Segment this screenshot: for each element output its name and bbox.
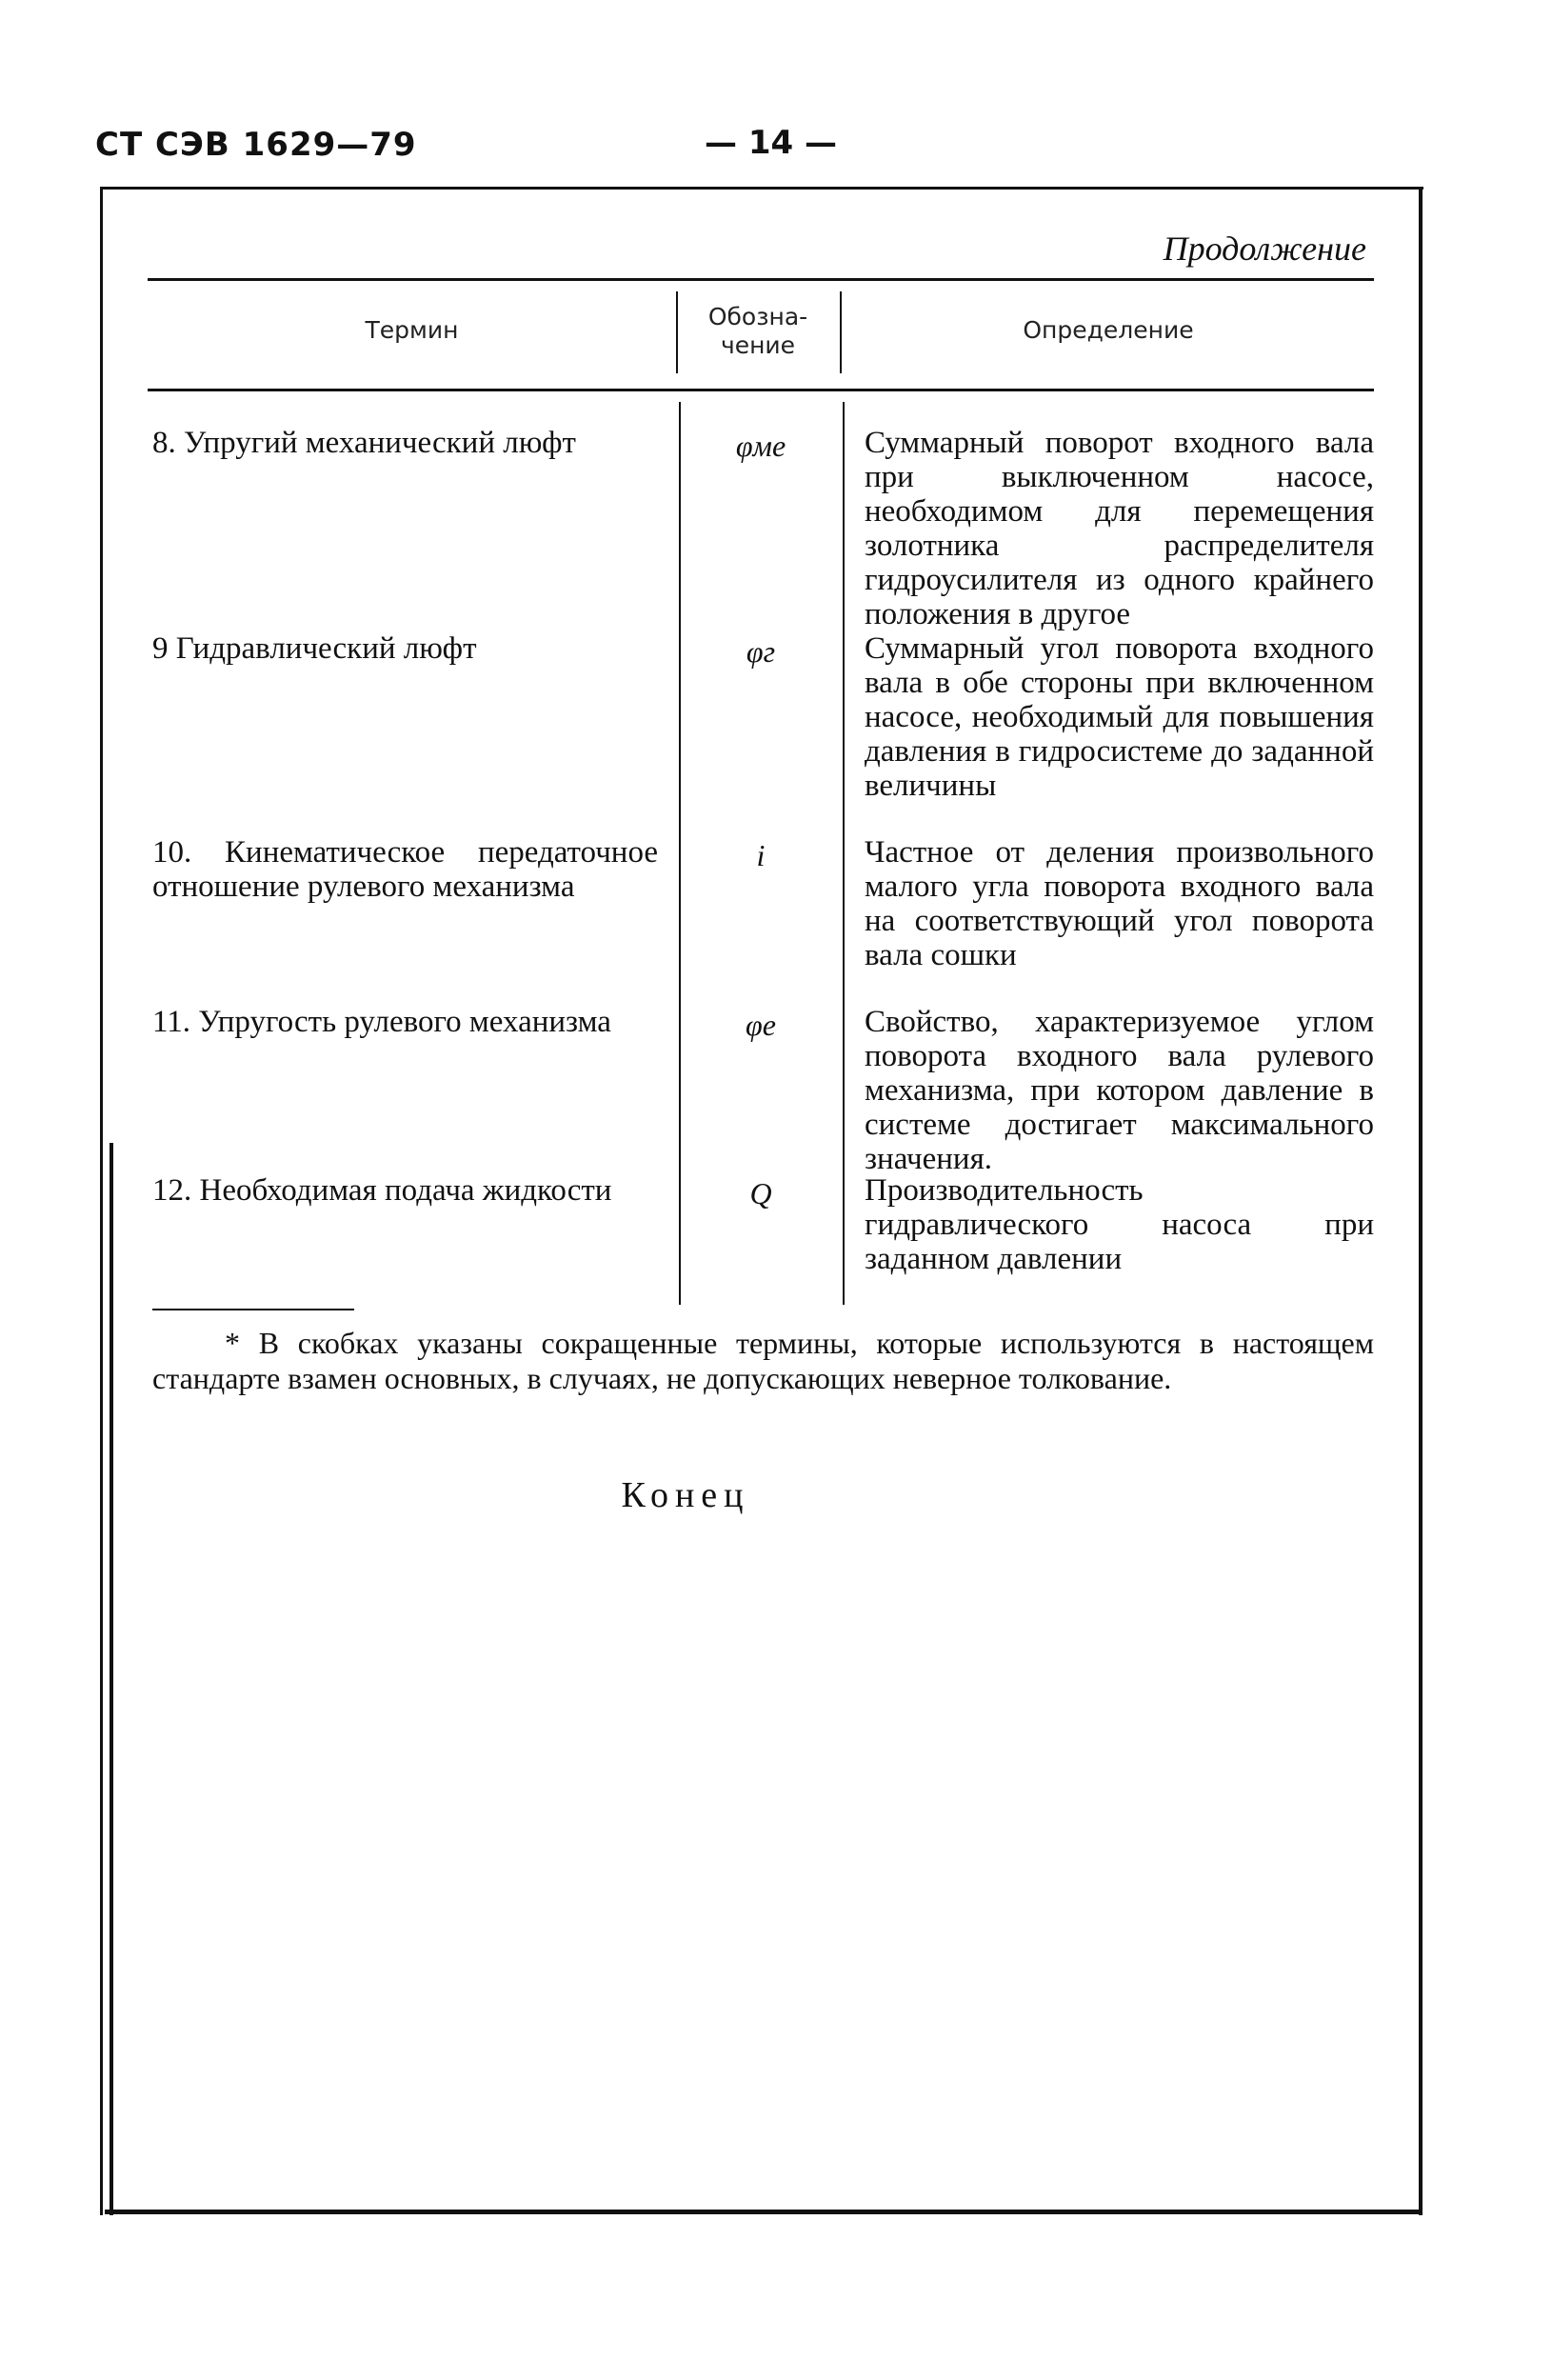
table-row-symbol: φе (746, 1008, 776, 1042)
table-row-symbol: Q (749, 1176, 772, 1210)
table-row-definition: Суммарный поворот входного вала при выключенном насосе, необходимом для перемещения золотника распределителя гидроусилителя из одного крайнего положения в другое (865, 426, 1374, 631)
frame-top-border (100, 187, 1423, 190)
table-row-definition: Суммарный угол поворота входного вала в обе стороны при включенном насосе, необходимый для повышения давления в гидросистеме до заданной величины (865, 631, 1374, 803)
frame-bottom-border (105, 2210, 1423, 2214)
page-number: — 14 — (705, 124, 837, 162)
header-divider-1 (676, 291, 678, 373)
table-row-symbol: φг (746, 634, 776, 669)
frame-left-border (100, 187, 103, 2215)
footnote: * В скобках указаны сокращенные термины, которые используются в настоящем стандарте взамен основных, в случаях, не допускающих неверное толкование. (152, 1326, 1374, 1395)
frame-right-border (1419, 187, 1423, 2215)
body-divider-2 (843, 402, 845, 1305)
table-row-term: 8. Упругий механический люфт (152, 426, 576, 460)
header-definition: Определение (1023, 316, 1194, 344)
table-row-term: 10. Кинематическое передаточное отношение рулевого механизма (152, 835, 658, 904)
table-row-definition: Свойство, характеризуемое углом поворота входного вала рулевого механизма, при котором давление в системе достигает максимального значения. (865, 1005, 1374, 1176)
table-row-symbol: φме (735, 429, 786, 463)
table-row-term: 12. Необходимая подача жидкости (152, 1173, 612, 1208)
table-row-definition: Частное от деления произвольного малого угла поворота входного вала на соответствующий угол поворота вала сошки (865, 835, 1374, 972)
table-row-term: 11. Упругость рулевого механизма (152, 1005, 611, 1039)
table-row-term: 9 Гидравлический люфт (152, 631, 477, 666)
document-code: СТ СЭВ 1629—79 (95, 126, 417, 164)
continued-label: Продолжение (1163, 230, 1366, 268)
body-divider-1 (679, 402, 681, 1305)
header-term: Термин (365, 316, 459, 344)
table-top-rule (148, 278, 1374, 281)
table-header-rule (148, 389, 1374, 391)
frame-left-border-inner (109, 1143, 113, 2215)
table-row-symbol: i (756, 838, 766, 872)
footnote-rule (152, 1309, 354, 1310)
end-label: Конец (621, 1475, 750, 1515)
header-divider-2 (840, 291, 842, 373)
header-symbol: Обозна- чение (707, 303, 808, 359)
table-row-definition: Производительность гидравлического насоса при заданном давлении (865, 1173, 1374, 1276)
